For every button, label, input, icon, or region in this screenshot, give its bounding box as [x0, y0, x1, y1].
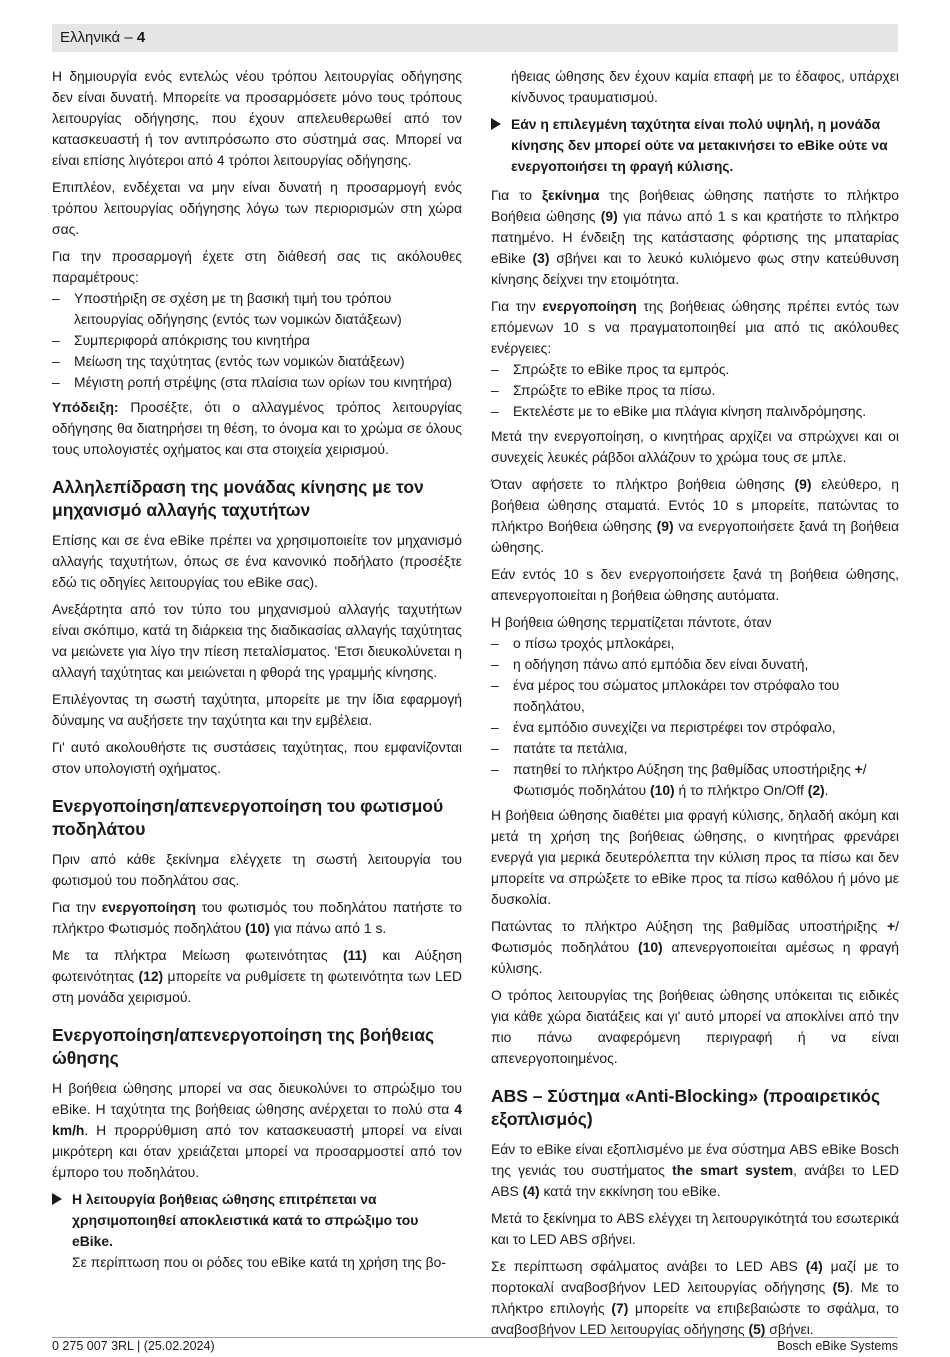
text-run: πατηθεί το πλήκτρο Αύξηση της βαθμίδας υποστήριξης	[513, 761, 855, 777]
ref-number: (11)	[342, 947, 367, 963]
ref-number: (3)	[532, 250, 550, 266]
action-list	[491, 359, 899, 422]
ref-number: (9)	[656, 518, 674, 534]
text-run: / Φωτισμός ποδηλάτου	[513, 761, 867, 798]
text-run: σβήνει και το λευκό κυλιόμενο φως στην κατεύθυνση κίνησης δείχνει την ετοιμότητα.	[491, 250, 900, 287]
text-run: της βοήθειας ώθησης πρέπει εντός των επόμενων 10 s να πραγματοποιηθεί μια από τις ακόλουθες ενέργειες:	[491, 298, 900, 356]
ref-number: (10)	[649, 782, 675, 798]
paragraph: Επιπλέον, ενδέχεται να μην είναι δυνατή η προσαρμογή ενός τρόπου λειτουργίας οδήγησης λόγω των περιορισμών στη χώρα σας.	[52, 179, 462, 237]
text-run: μπορείτε να ρυθμίσετε τη φωτεινότητα των LED στη μονάδα χειρισμού.	[52, 968, 463, 1005]
paragraph	[491, 474, 899, 558]
note-label: Υπόδειξη:	[52, 399, 119, 415]
ref-number: (9)	[794, 476, 812, 492]
text-run: Για την	[52, 899, 102, 915]
ref-number: (4)	[522, 1183, 540, 1199]
paragraph: Εάν εντός 10 s δεν ενεργοποιήσετε ξανά τη βοήθεια ώθησης, απενεργοποιείται η βοήθεια ώθησης αυτόματα.	[491, 566, 899, 603]
paragraph: Η βοήθεια ώθησης τερματίζεται πάντοτε, όταν	[491, 614, 772, 630]
text-run: της βοήθειας ώθησης πατήστε το πλήκτρο Βοήθεια ώθησης	[491, 187, 900, 224]
bold-run: ξεκίνημα	[541, 187, 600, 203]
list-item: – Σπρώξτε το eBike προς τα πίσω.	[491, 380, 899, 401]
text-run: . Η προρρύθμιση από τον κατασκευαστή μπορεί να είναι μικρότερη και όταν χρειάζεται μπορεί να προσαρμοστεί από τον έμπορο του ποδηλάτου.	[52, 1122, 462, 1180]
paragraph	[491, 916, 899, 979]
footer-brand: Bosch eBike Systems	[777, 1339, 898, 1353]
paragraph: Επίσης και σε ένα eBike πρέπει να χρησιμοποιείτε τον μηχανισμό αλλαγής ταχυτήτων, όπως σε ένα κανονικό ποδήλατο (προσέξτε εδώ τις οδηγίες λειτουργίας του eBike σας).	[52, 532, 462, 590]
end-conditions-list	[491, 633, 899, 801]
list-item: – Μέγιστη ροπή στρέψης (στα πλαίσια των ορίων του κινητήρα)	[52, 372, 462, 393]
text-run: ή το πλήκτρο On/Off	[674, 782, 808, 798]
list-item: – Μείωση της ταχύτητας (εντός των νομικών διατάξεων)	[52, 351, 462, 372]
header-separator: –	[120, 29, 137, 46]
ref-number: (10)	[637, 939, 663, 955]
paragraph	[491, 1139, 899, 1202]
list-item: – ο πίσω τροχός μπλοκάρει,	[491, 633, 899, 654]
section-heading-push: Ενεργοποίηση/απενεργοποίηση της βοήθειας ώθησης	[52, 1025, 435, 1068]
text-run: κατά την εκκίνηση του eBike.	[539, 1183, 721, 1199]
section-heading-abs: ABS – Σύστημα «Anti-Blocking» (προαιρετικός εξοπλισμός)	[491, 1086, 881, 1129]
text-run: Πατώντας το πλήκτρο Αύξηση της βαθμίδας υποστήριξης	[491, 918, 888, 934]
warning-item	[491, 114, 899, 177]
paragraph	[52, 897, 462, 939]
paragraph: ήθειας ώθησης δεν έχουν καμία επαφή με το έδαφος, υπάρχει κίνδυνος τραυματισμού.	[511, 68, 899, 105]
list-item: – πατάτε τα πετάλια,	[491, 738, 899, 759]
text-run: Εάν το eBike είναι εξοπλισμένο με ένα σύστημα ABS eBike Bosch της γενιάς του συστήματος	[491, 1141, 899, 1178]
list-item: – Εκτελέστε με το eBike μια πλάγια κίνηση παλινδρόμησης.	[491, 401, 899, 422]
text-run: σβήνει.	[765, 1321, 814, 1337]
paragraph	[491, 296, 899, 359]
footer-doc-id: 0 275 007 3RL | (25.02.2024)	[52, 1339, 215, 1353]
ref-number: (7)	[611, 1300, 629, 1316]
text-run: να ενεργοποιήσετε ξανά τη βοήθεια ώθησης.	[491, 518, 900, 555]
list-item: – Συμπεριφορά απόκρισης του κινητήρα	[52, 330, 462, 351]
ref-number: (10)	[245, 920, 270, 936]
bold-run: 4 km/h	[52, 1101, 462, 1138]
text-run: και Αύξηση φωτεινότητας	[52, 947, 462, 984]
ref-number: (12)	[138, 968, 164, 984]
left-column	[52, 66, 462, 1281]
paragraph: Για την προσαρμογή έχετε στη διάθεσή σας τις ακόλουθες παραμέτρους:	[52, 248, 462, 285]
list-item: – ένα μέρος του σώματος μπλοκάρει τον στρόφαλο του ποδηλάτου,	[491, 675, 899, 717]
text-run: μπορείτε να επιβεβαιώστε το σφάλμα, το αναβοσβήνον LED λειτουργίας οδήγησης	[491, 1300, 899, 1337]
text-run: για πάνω από 1 s και κρατήστε το πλήκτρο πατημένο. Η ένδειξη της κατάστασης φόρτισης της μπαταρίας eBike	[491, 208, 899, 266]
paragraph	[491, 185, 899, 290]
header-language: Ελληνικά	[60, 29, 121, 46]
list-item: – Σπρώξτε το eBike προς τα εμπρός.	[491, 359, 899, 380]
text-run: Η βοήθεια ώθησης μπορεί να σας διευκολύνει το σπρώξιμο του eBike. Η ταχύτητα της βοήθειας ώθησης ανέρχεται το πολύ στα	[52, 1080, 462, 1117]
paragraph: Πριν από κάθε ξεκίνημα ελέγχετε τη σωστή λειτουργία του φωτισμού του ποδηλάτου σας.	[52, 851, 462, 888]
list-item	[491, 759, 899, 801]
paragraph: Ο τρόπος λειτουργίας της βοήθειας ώθησης υπόκειται τις ειδικές για κάθε χώρα διατάξεις και γι' αυτό μπορεί να αποκλίνει από την πιο πάνω αναφερόμενη περιγραφή ή να είναι απενεργοποιημένος.	[491, 987, 899, 1066]
ref-number: (5)	[832, 1279, 850, 1295]
text-run: ελεύθερο, η βοήθεια ώθησης σταματά. Εντός 10 s μπορείτε, πατώντας το πλήκτρο Βοήθεια ώθησης	[491, 476, 899, 534]
text-run: Όταν αφήσετε το πλήκτρο βοήθεια ώθησης	[491, 476, 795, 492]
paragraph: Επιλέγοντας τη σωστή ταχύτητα, μπορείτε με την ίδια εφαρμογή δύναμης να αυξήσετε την ταχύτητα και την εμβέλεια.	[52, 691, 462, 728]
text-run: Για το	[491, 187, 542, 203]
section-heading-light: Ενεργοποίηση/απενεργοποίηση του φωτισμού ποδηλάτου	[52, 796, 444, 839]
page-number: 4	[136, 29, 146, 46]
paragraph: Η δημιουργία ενός εντελώς νέου τρόπου λειτουργίας οδήγησης δεν είναι δυνατή. Μπορείτε να προσαρμόσετε μόνο τους τρόπους λειτουργίας οδήγησης, που έχουν απελευθερωθεί από τον κατασκευαστή ή τον αντιπρόσωπο στο σύστημά σας. Μπορεί να είναι επίσης λιγότεροι από 4 τρόποι λειτουργίας οδήγησης.	[52, 68, 462, 168]
paragraph: Γι' αυτό ακολουθήστε τις συστάσεις ταχύτητας, που εμφανίζονται στον υπολογιστή οχήματος.	[52, 739, 462, 776]
text-run: μαζί με το πορτοκαλί αναβοσβήνον LED λειτουργίας οδήγησης	[491, 1258, 899, 1295]
bold-run: ενεργοποίηση	[542, 298, 637, 314]
list-item: – η οδήγηση πάνω από εμπόδια δεν είναι δυνατή,	[491, 654, 899, 675]
right-column	[491, 66, 899, 1346]
paragraph: Μετά το ξεκίνημα το ABS ελέγχει τη λειτουργικότητά του εσωτερικά και το LED ABS σβήνει.	[491, 1210, 899, 1247]
paragraph	[52, 945, 462, 1008]
list-item: – ένα εμπόδιο συνεχίζει να περιστρέφει τον στρόφαλο,	[491, 717, 899, 738]
text-run: , ανάβει το LED ABS	[491, 1162, 899, 1199]
triangle-bullet-icon	[52, 1193, 62, 1205]
paragraph: Μετά την ενεργοποίηση, ο κινητήρας αρχίζει να σπρώχνει και οι συνεχείς λευκές ράβδοι αλλάζουν το χρώμα τους σε μπλε.	[491, 428, 899, 465]
paragraph	[491, 1256, 899, 1340]
paragraph: Η βοήθεια ώθησης διαθέτει μια φραγή κύλισης, δηλαδή ακόμη και μετά τη χρήση της βοήθειας ώθησης, ο κινητήρας φρενάρει ενεργά για μερικά δευτερόλεπτα την κύλιση προς τα πίσω και δεν μπορείτε να σπρώξετε το eBike προς τα πίσω καθόλου ή μόνο με δυσκολία.	[491, 807, 899, 907]
bold-run: ενεργοποίηση	[101, 899, 196, 915]
paragraph: Ανεξάρτητα από τον τύπο του μηχανισμού αλλαγής ταχυτήτων είναι σκόπιμο, κατά τη διάρκεια της διαδικασίας αλλαγής ταχύτητας να μειώνετε για λίγο την πίεση πεταλίσματος. 'Ετσι διευκολύνεται η αλλαγή ταχύτητας και μειώνεται η φθορά της γραμμής κίνησης.	[52, 601, 462, 680]
text-run: Για την	[491, 298, 543, 314]
text-run: .	[824, 782, 829, 798]
plus-symbol: +	[854, 761, 863, 777]
text-run: απενεργοποιείται αμέσως η φραγή κύλισης.	[491, 939, 899, 976]
text-run: . Με το πλήκτρο επιλογής	[491, 1279, 899, 1316]
paragraph	[52, 1078, 462, 1183]
text-run: του φωτισμός του ποδηλάτου πατήστε το πλήκτρο Φωτισμός ποδηλάτου	[52, 899, 463, 936]
text-run: για πάνω από 1 s.	[269, 920, 387, 936]
warning-item	[52, 1189, 462, 1273]
parameter-list	[52, 288, 462, 393]
text-run: Σε περίπτωση σφάλματος ανάβει το LED ABS	[491, 1258, 806, 1274]
ref-number: (9)	[600, 208, 618, 224]
list-item: – Υποστήριξη σε σχέση με τη βασική τιμή του τρόπου λειτουργίας οδήγησης (εντός των νομικών διατάξεων)	[52, 288, 462, 330]
triangle-bullet-icon	[491, 118, 501, 130]
warning-bold: Η λειτουργία βοήθειας ώθησης επιτρέπεται να χρησιμοποιηθεί αποκλειστικά κατά το σπρώξιμο του eBike.	[72, 1191, 419, 1249]
page-header	[52, 24, 898, 52]
footer-divider	[52, 1337, 898, 1338]
text-run: Με τα πλήκτρα Μείωση φωτεινότητας	[52, 947, 343, 963]
ref-number: (2)	[807, 782, 825, 798]
text-run: / Φωτισμός ποδηλάτου	[491, 918, 899, 955]
note-text: Προσέξτε, ότι ο αλλαγμένος τρόπος λειτουργίας οδήγησης θα διατηρήσει τη θέση, το όνομα και το χρώμα σε όλους τους υπολογιστές οχήματος και στα στοιχεία χειρισμού.	[52, 399, 462, 457]
ref-number: (4)	[805, 1258, 823, 1274]
header-text	[60, 29, 145, 46]
plus-symbol: +	[887, 918, 896, 934]
warning-bold: Εάν η επιλεγμένη ταχύτητα είναι πολύ υψηλή, η μονάδα κίνησης δεν μπορεί ούτε να μετακινήσει το eBike ούτε να ενεργοποιήσει τη φραγή κύλισης.	[511, 116, 888, 174]
section-heading-gear: Αλληλεπίδραση της μονάδας κίνησης με τον μηχανισμό αλλαγής ταχυτήτων	[52, 477, 424, 520]
ref-number: (5)	[748, 1321, 766, 1337]
bold-run: the smart system	[672, 1162, 794, 1178]
note-paragraph	[52, 397, 462, 460]
warning-text: Σε περίπτωση που οι ρόδες του eBike κατά τη χρήση της βο-	[72, 1254, 446, 1270]
